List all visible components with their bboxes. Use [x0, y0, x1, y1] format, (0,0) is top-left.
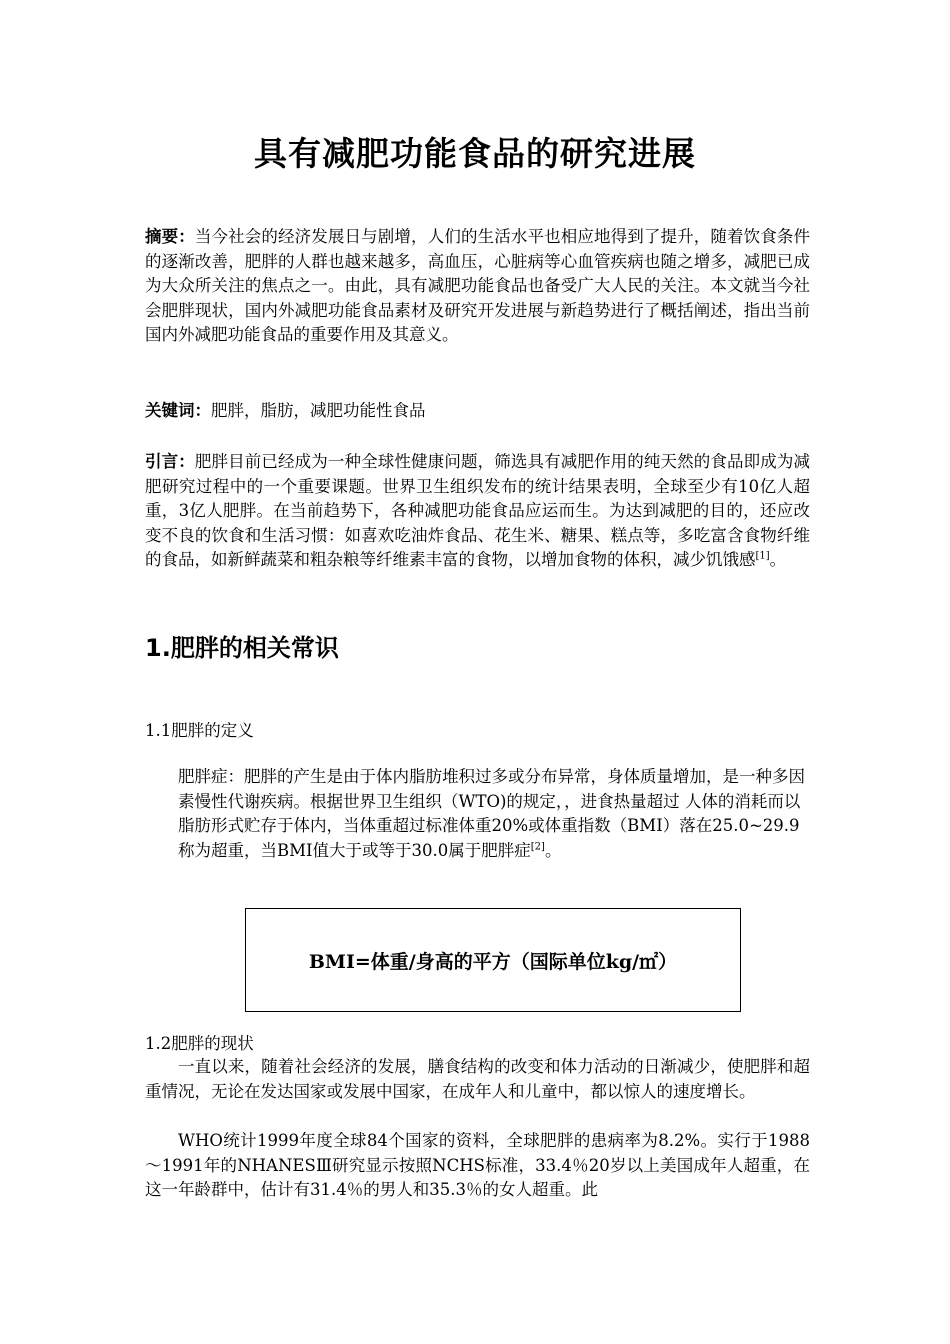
abstract-label: 摘要： [145, 227, 195, 246]
citation-1: [1] [755, 550, 770, 562]
intro-end: 。 [769, 550, 787, 570]
intro-label: 引言： [145, 452, 195, 471]
status-paragraph-2: WHO统计1999年度全球84个国家的资料，全球肥胖的患病率为8.2%。实行于1988～1991年的NHANESⅢ研究显示按照NCHS标准，33.4％20岁以上美国成年人超重，在这一年龄群中，估计有31.4％的男人和35.3％的女人超重。此 [145, 1131, 810, 1200]
intro-text: 肥胖目前已经成为一种全球性健康问题，筛选具有减肥作用的纯天然的食品即成为减肥研究过程中的一个重要课题。世界卫生组织发布的统计结果表明，全球至少有10亿人超重，3亿人肥胖。在当前趋势下，各种减肥功能食品应运而生。为达到减肥的目的，还应改变不良的饮食和生活习惯：如喜欢吃油炸食品、花生米、糖果、糕点等，多吃富含食物纤维的食品，如新鲜蔬菜和粗杂粮等纤维素丰富的食物，以增加食物的体积，减少饥饿感 [145, 452, 811, 570]
section-heading-1: 1.肥胖的相关常识 [145, 634, 339, 662]
document-title: 具有减肥功能食品的研究进展 [254, 134, 696, 173]
status-paragraph-1: 一直以来，随着社会经济的发展，膳食结构的改变和体力活动的日渐减少，使肥胖和超重情况，无论在发达国家或发展中国家，在成年人和儿童中，都以惊人的速度增长。 [145, 1057, 810, 1101]
definition-paragraph [178, 765, 808, 863]
subsection-heading-1-1: 1.1肥胖的定义 [145, 721, 254, 740]
bmi-formula: BMI=体重/身高的平方（国际单位kg/㎡） [308, 950, 678, 973]
abstract-paragraph [145, 225, 810, 348]
definition-end: 。 [544, 840, 562, 860]
keywords-text: 肥胖，脂肪，减肥功能性食品 [211, 401, 426, 420]
definition-text: 肥胖症：肥胖的产生是由于体内脂肪堆积过多或分布异常，身体质量增加，是一种多因素慢性代谢疾病。根据世界卫生组织（WTO)的规定，，进食热量超过 人体的消耗而以脂肪形式贮存于体内，当体重超过标准体重20%或体重指数（BMI）落在25.0~29.9称为超重，当BMI值大于或等于30.0属于肥胖症 [178, 767, 805, 860]
bmi-formula-box [245, 908, 741, 1012]
keywords-paragraph [145, 399, 810, 424]
intro-paragraph [145, 450, 810, 573]
citation-2: [2] [530, 841, 545, 853]
subsection-heading-1-2: 1.2肥胖的现状 [145, 1034, 254, 1053]
abstract-text: 当今社会的经济发展日与剧增，人们的生活水平也相应地得到了提升，随着饮食条件的逐渐改善，肥胖的人群也越来越多，高血压，心脏病等心血管疾病也随之增多，减肥已成为大众所关注的焦点之一。由此，具有减肥功能食品也备受广大人民的关注。本文就当今社会肥胖现状，国内外减肥功能食品素材及研究开发进展与新趋势进行了概括阐述，指出当前国内外减肥功能食品的重要作用及其意义。 [145, 227, 811, 345]
keywords-label: 关键词： [145, 401, 211, 420]
